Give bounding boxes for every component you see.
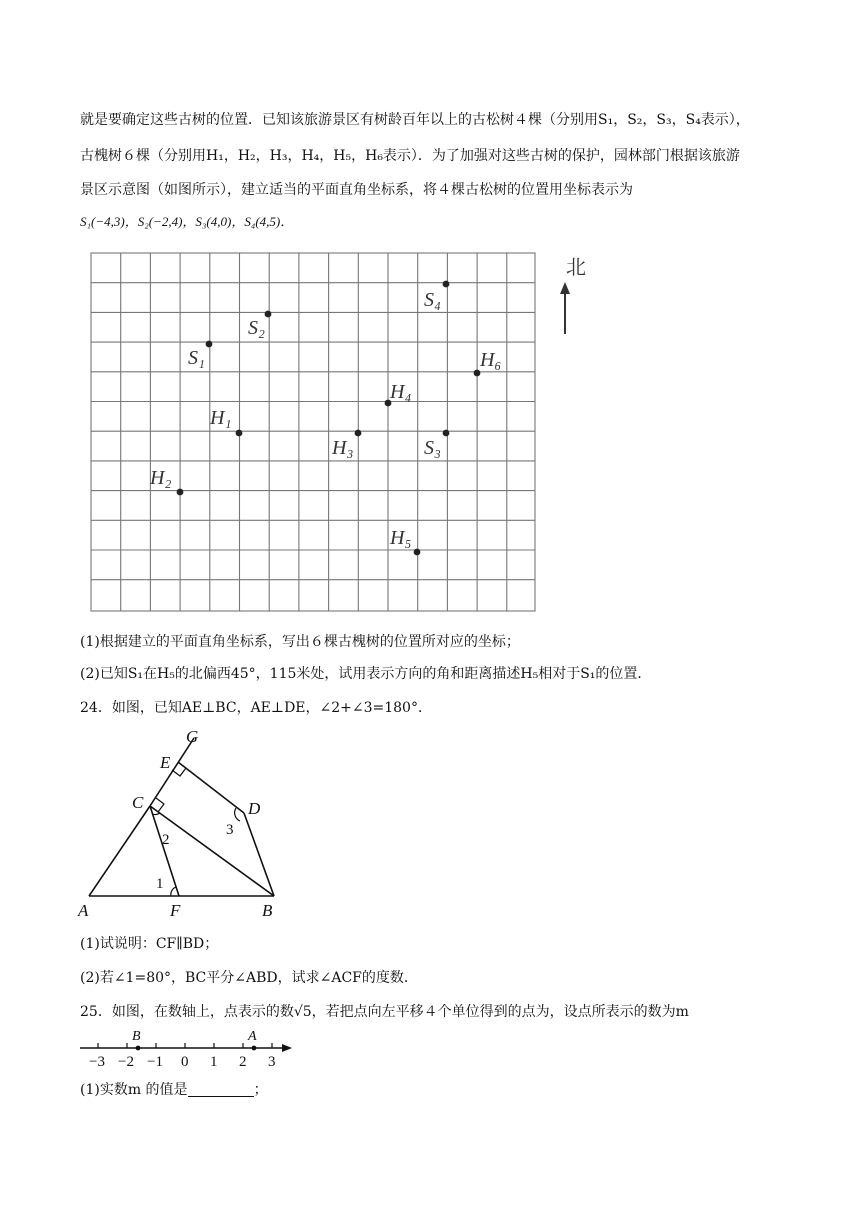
label-B: B xyxy=(262,901,273,920)
q25-part1 xyxy=(80,1080,268,1100)
number-line xyxy=(78,1026,298,1072)
segment-ED xyxy=(178,762,244,813)
grid-point-dot xyxy=(177,489,184,496)
paragraph-line-2: 古槐树６棵（分别用H₁，H₂，H₃，H₄，H₅，H₆表示）．为了加强对这些古树的保护，园林部门根据该旅游 xyxy=(80,148,740,164)
axis-tick-label: 0 xyxy=(181,1054,189,1070)
grid-point-dot xyxy=(265,311,272,318)
segment-AC xyxy=(89,806,150,896)
q23-part1: (1)根据建立的平面直角坐标系，写出６棵古槐树的位置所对应的坐标； xyxy=(80,634,520,650)
q23-part2: (2)已知S₁在H₅的北偏西45°，115米处，试用表示方向的角和距离描述H₅相对于S₁的位置． xyxy=(80,666,652,682)
label-C: C xyxy=(132,793,144,812)
q24-stem: 24．如图，已知AE⊥BC，AE⊥DE，∠2+∠3=180°． xyxy=(80,700,432,716)
grid-lines xyxy=(91,253,535,611)
grid-point-label: S₂ xyxy=(248,317,265,339)
grid-point-label: S₃ xyxy=(424,437,441,459)
angle-2-label: 2 xyxy=(162,832,170,848)
grid-figure xyxy=(88,250,598,616)
grid-point-label: H₆ xyxy=(480,349,502,371)
paragraph-line-4: S₁(−4,3)，S₂(−2,4)，S₃(4,0)，S₄(4,5)． xyxy=(80,214,294,229)
grid-point-label: H₄ xyxy=(390,381,412,403)
label-D: D xyxy=(248,799,261,818)
segment-DB xyxy=(244,813,274,896)
axis-tick-label: −2 xyxy=(118,1054,134,1070)
segment-CB xyxy=(150,806,274,896)
axis-tick-label: 1 xyxy=(210,1054,218,1070)
label-E: E xyxy=(160,753,171,772)
grid-point-label: S₁ xyxy=(188,347,205,369)
grid-point-label: H₅ xyxy=(390,527,412,549)
point-B-label: B xyxy=(132,1029,141,1044)
grid-point-dot xyxy=(443,281,450,288)
grid-point-dot xyxy=(414,549,421,556)
grid-point-dot xyxy=(355,430,362,437)
north-arrow xyxy=(560,257,586,334)
segment-CF xyxy=(150,806,179,896)
north-label: 北 xyxy=(566,257,586,279)
grid-point-dot xyxy=(443,430,450,437)
grid-point-label: H₁ xyxy=(210,407,232,429)
axis-tick-label: −3 xyxy=(89,1054,105,1070)
grid-point-dot xyxy=(206,341,213,348)
axis-tick-label: 2 xyxy=(239,1054,247,1070)
angle-3-label: 3 xyxy=(226,822,234,838)
q25-part1-end: ； xyxy=(253,1082,268,1098)
q24-part2: (2)若∠1=80°，BC平分∠ABD，试求∠ACF的度数． xyxy=(80,970,418,986)
q25-stem: 25．如图，在数轴上，点表示的数√5，若把点向左平移４个单位得到的点为，设点所表示的数为m xyxy=(80,1004,689,1020)
paragraph-line-1: 就是要确定这些古树的位置．已知该旅游景区有树龄百年以上的古松树４棵（分别用S₁，S₂，S₃，S₄表示）， xyxy=(80,112,750,128)
label-A: A xyxy=(78,901,89,920)
q24-geometry-figure xyxy=(70,722,300,922)
label-G: G xyxy=(186,727,199,746)
grid-point-dot xyxy=(236,430,243,437)
grid-point-label: H₂ xyxy=(150,467,172,489)
paragraph-line-3: 景区示意图（如图所示），建立适当的平面直角坐标系，将４棵古松树的位置用坐标表示为 xyxy=(80,182,633,198)
angle-1-label: 1 xyxy=(156,876,164,892)
axis-tick-label: 3 xyxy=(268,1054,276,1070)
grid-point-label: S₄ xyxy=(424,289,441,311)
q24-part1: (1)试说明：CF∥BD； xyxy=(80,936,219,952)
segment-CG xyxy=(150,738,194,806)
grid-point-label: H₃ xyxy=(332,437,354,459)
axis-tick-label: −1 xyxy=(147,1054,163,1070)
answer-blank[interactable] xyxy=(188,1082,254,1097)
label-F: F xyxy=(170,901,181,920)
point-A-label: A xyxy=(248,1029,257,1044)
q25-part1-text: (1)实数m 的值是 xyxy=(80,1082,188,1098)
